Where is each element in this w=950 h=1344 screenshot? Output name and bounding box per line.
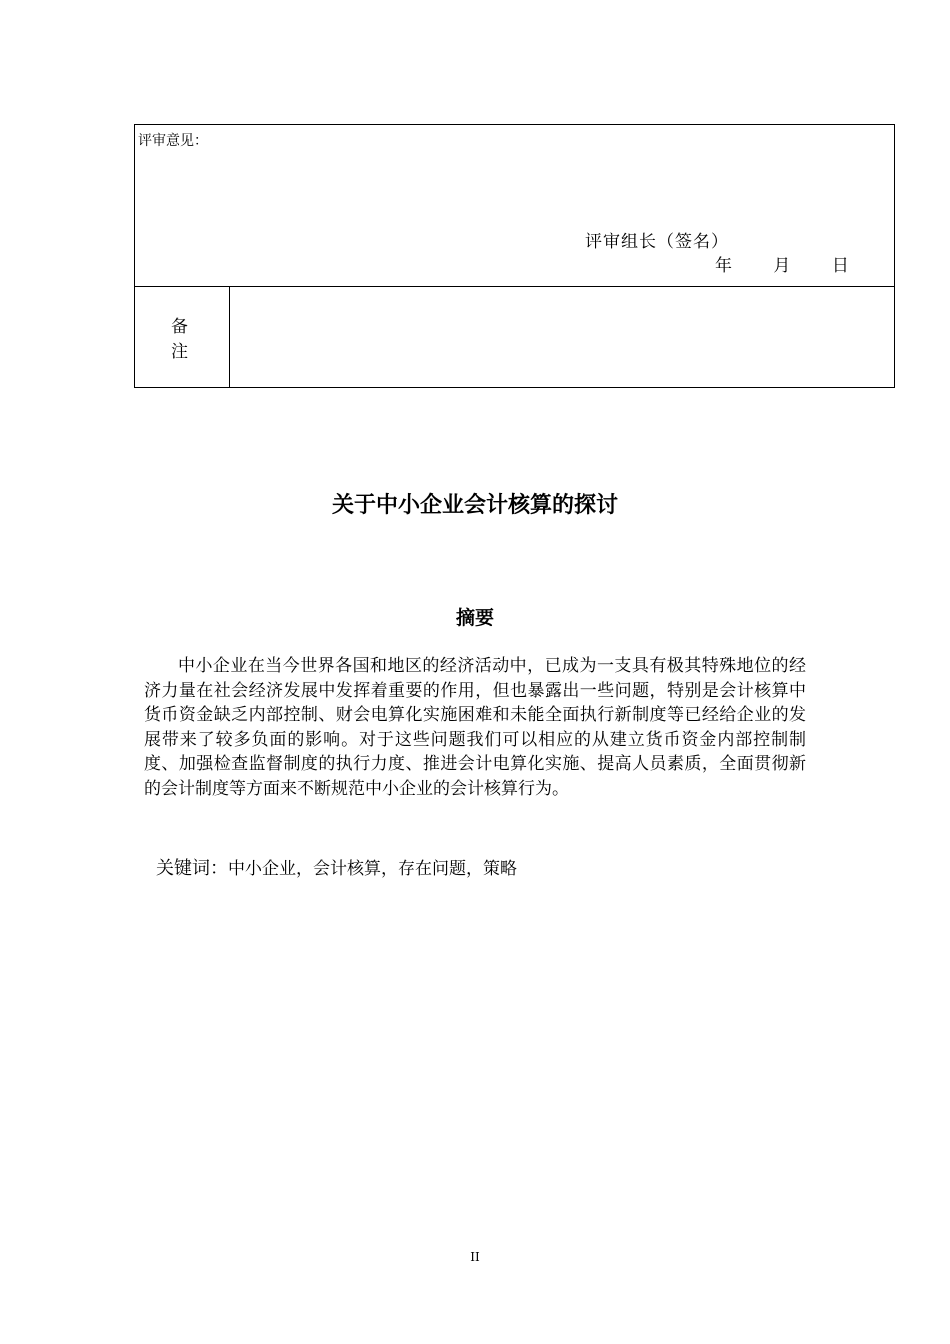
document-title: 关于中小企业会计核算的探讨 [331,493,618,518]
review-table [134,124,895,388]
keywords-value: 中小企业，会计核算，存在问题，策略 [228,859,517,879]
signature-label: 评审组长（签名） [585,232,729,252]
abstract-body: 中小企业在当今世界各国和地区的经济活动中，已成为一支具有极其特殊地位的经济力量在社会经济发展中发挥着重要的作用，但也暴露出一些问题，特别是会计核算中货币资金缺乏内部控制、财会电算化实施困难和未能全面执行新制度等已经给企业的发展带来了较多负面的影响。对于这些问题我们可以相应的从建立货币资金内部控制制度、加强检查监督制度的执行力度、推进会计电算化实施、提高人员素质，全面贯彻新的会计制度等方面来不断规范中小企业的会计核算行为。 [144,656,806,799]
date-year: 年 [715,256,732,276]
date-line [715,251,871,276]
review-opinion-cell [135,125,894,287]
remarks-label-char-2: 注 [171,342,188,362]
date-month: 月 [773,256,791,276]
page-number: II [470,1250,480,1264]
keywords-line [156,854,517,880]
keywords-label: 关键词： [156,858,228,879]
abstract-heading: 摘要 [455,607,494,629]
remarks-label [171,315,191,365]
date-day: 日 [831,256,849,276]
remarks-content-cell [230,287,894,387]
remarks-label-char-1: 备 [171,317,188,337]
remarks-label-cell [135,287,230,387]
review-opinion-label: 评审意见： [138,133,208,149]
